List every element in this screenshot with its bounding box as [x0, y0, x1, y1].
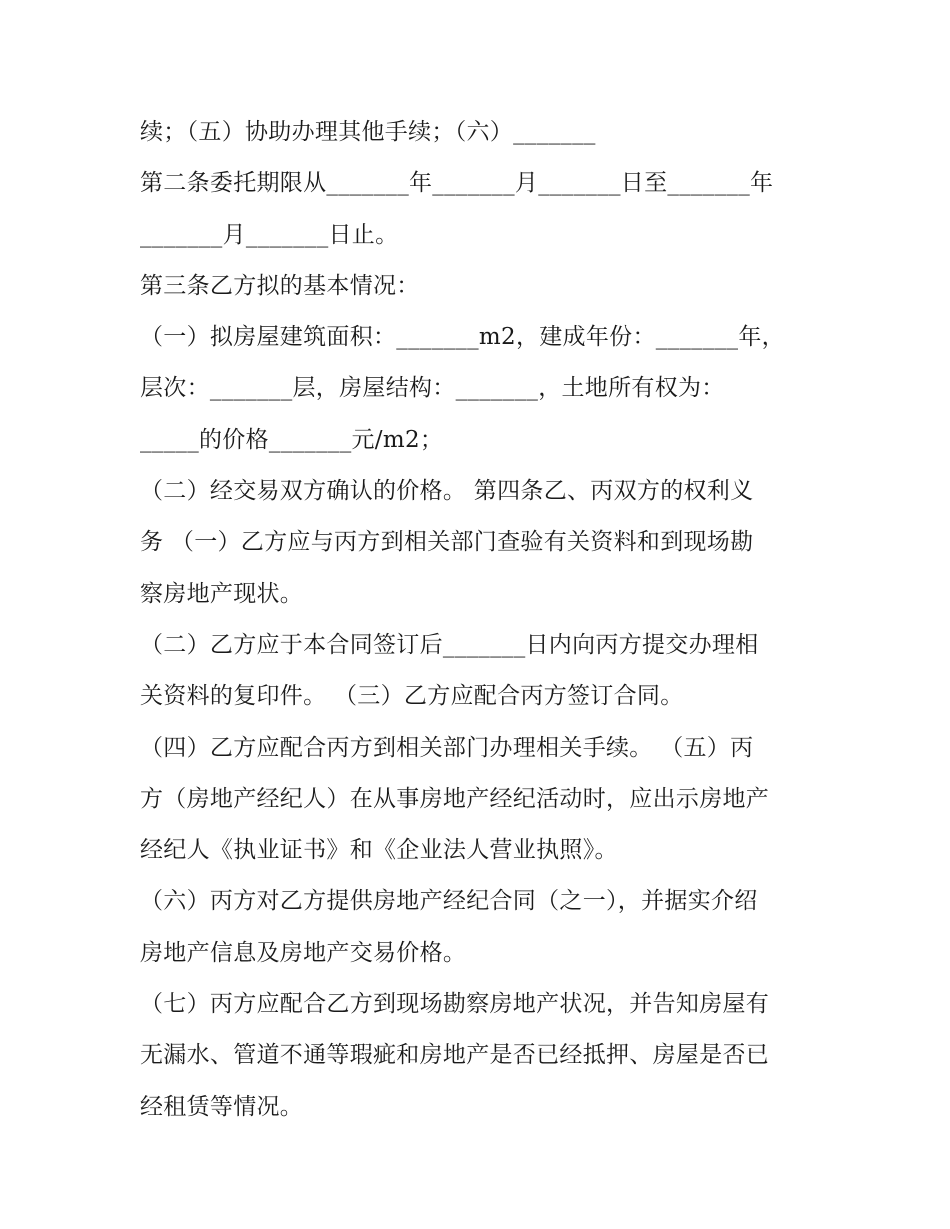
text-line: _______月_______日止。: [140, 221, 399, 248]
text-line: 无漏水、管道不通等瑕疵和房地产是否已经抵押、房屋是否已: [140, 1042, 770, 1069]
text-line: 层次：_______层，房屋结构：_______，土地所有权为：: [140, 375, 725, 402]
text-line: 经租赁等情况。: [140, 1093, 304, 1120]
text-line: 续；（五）协助办理其他手续；（六）_______: [140, 119, 596, 145]
text-line: 务 （一）乙方应与丙方到相关部门查验有关资料和到现场勘: [140, 529, 754, 556]
text-line: （一）拟房屋建筑面积：_______m2，建成年份：_______年，: [140, 324, 785, 351]
text-line: 第二条委托期限从_______年_______月_______日至_______年: [140, 170, 774, 197]
text-line: 经纪人《执业证书》和《企业法人营业执照》。: [140, 837, 618, 864]
document-page: [140, 107, 820, 1133]
text-line: （四）乙方应配合丙方到相关部门办理相关手续。 （五）丙: [140, 734, 754, 761]
text-line: 房地产信息及房地产交易价格。: [140, 939, 467, 966]
text-line: 方（房地产经纪人）在从事房地产经纪活动时，应出示房地产: [140, 785, 770, 812]
text-line: 第三条乙方拟的基本情况：: [140, 272, 420, 299]
text-line: 关资料的复印件。 （三）乙方应配合丙方签订合同。: [140, 683, 684, 710]
text-line: （七）丙方应配合乙方到现场勘察房地产状况，并告知房屋有: [140, 991, 770, 1018]
text-line: （六）丙方对乙方提供房地产经纪合同（之一），并据实介绍: [140, 888, 758, 915]
text-line: （二）乙方应于本合同签订后_______日内向丙方提交办理相: [140, 631, 759, 658]
text-line: （二）经交易双方确认的价格。 第四条乙、丙双方的权利义: [140, 478, 754, 505]
text-line: _____的价格_______元/m2；: [140, 426, 444, 453]
text-line: 察房地产现状。: [140, 580, 304, 607]
